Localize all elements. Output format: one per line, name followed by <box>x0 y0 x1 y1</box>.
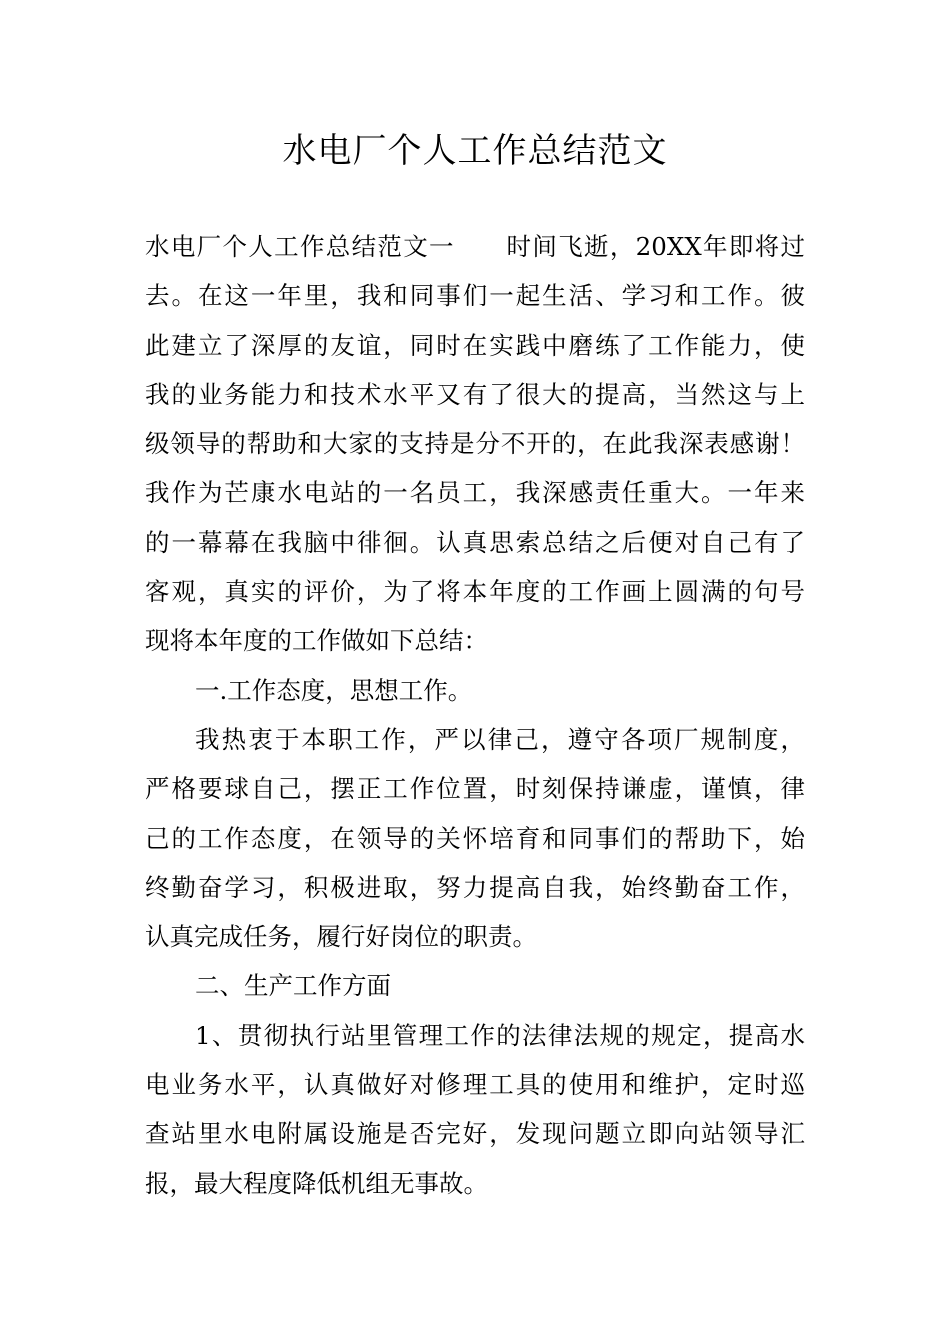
body-line: 严格要球自己，摆正工作位置，时刻保持谦虚，谨慎，律 <box>145 774 805 804</box>
document-body <box>145 222 805 1208</box>
body-line: 查站里水电附属设施是否完好，发现问题立即向站领导汇 <box>145 1119 805 1149</box>
body-line: 我的业务能力和技术水平又有了很大的提高，当然这与上 <box>145 379 805 409</box>
body-line: 己的工作态度，在领导的关怀培育和同事们的帮助下，始 <box>145 823 805 853</box>
body-line: 终勤奋学习，积极进取，努力提高自我，始终勤奋工作， <box>145 872 805 902</box>
body-line: 我作为芒康水电站的一名员工，我深感责任重大。一年来 <box>145 478 805 508</box>
body-line: 水电厂个人工作总结范文一 时间飞逝，20XX年即将过 <box>145 232 805 261</box>
body-line: 我热衷于本职工作，严以律己，遵守各项厂规制度， <box>195 724 805 754</box>
body-line: 此建立了深厚的友谊，同时在实践中磨练了工作能力，使 <box>145 330 805 360</box>
document-title: 水电厂个人工作总结范文 <box>282 131 668 171</box>
body-line: 级领导的帮助和大家的支持是分不开的，在此我深表感谢！ <box>145 429 805 459</box>
body-line: 报，最大程度降低机组无事故。 <box>145 1168 488 1198</box>
body-line: 电业务水平，认真做好对修理工具的使用和维护，定时巡 <box>145 1070 805 1100</box>
body-line: 去。在这一年里，我和同事们一起生活、学习和工作。彼 <box>145 281 805 311</box>
body-line: 客观，真实的评价，为了将本年度的工作画上圆满的句号 <box>145 577 805 607</box>
body-line: 的一幕幕在我脑中徘徊。认真思索总结之后便对自己有了 <box>145 527 805 557</box>
body-line: 现将本年度的工作做如下总结： <box>145 626 488 656</box>
section-heading: 一.工作态度，思想工作。 <box>195 675 473 705</box>
section-heading: 二、生产工作方面 <box>195 971 391 1001</box>
body-line: 1、贯彻执行站里管理工作的法律法规的规定，提高水 <box>195 1020 805 1050</box>
body-line: 认真完成任务，履行好岗位的职责。 <box>145 922 537 952</box>
